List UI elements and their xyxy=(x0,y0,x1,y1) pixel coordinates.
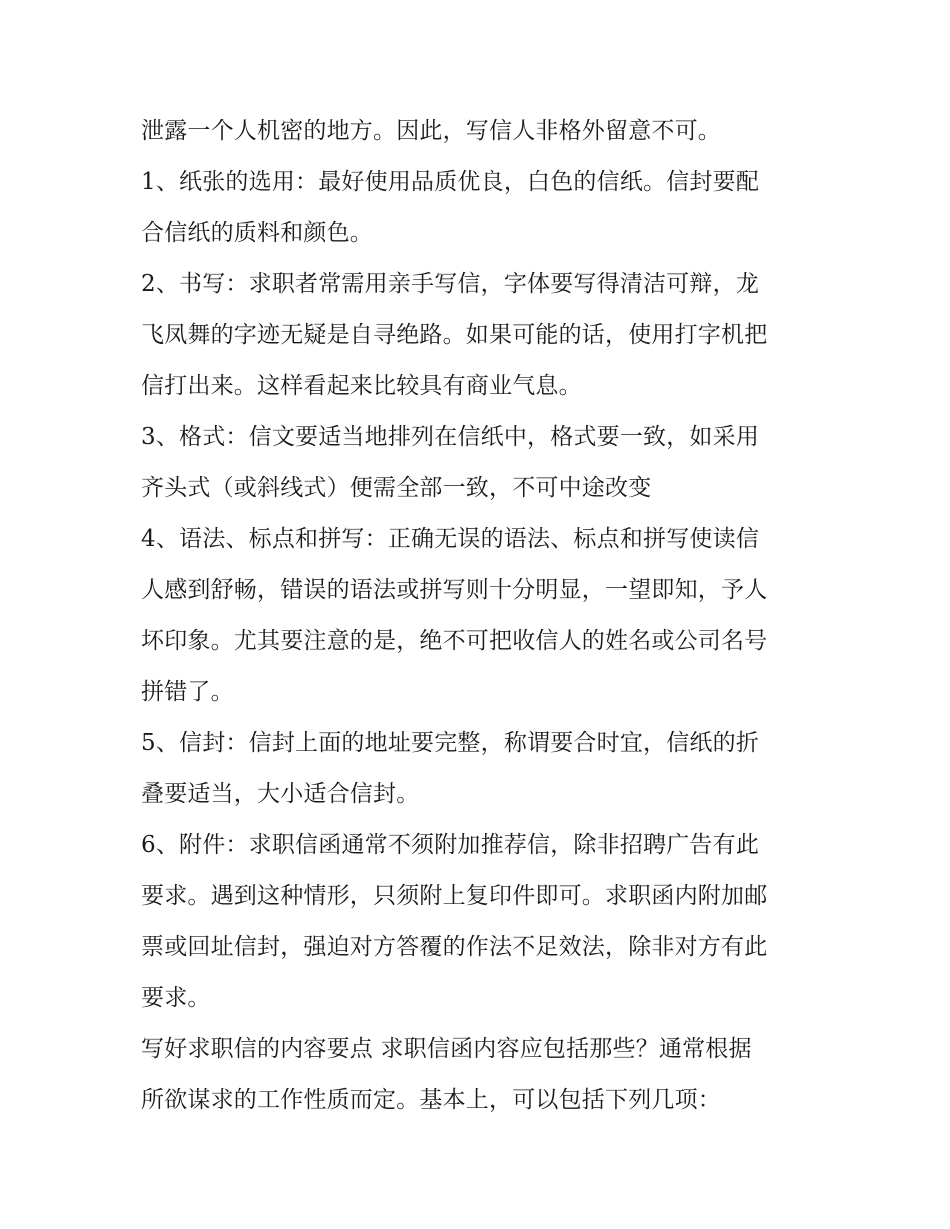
text-line: 人感到舒畅，错误的语法或拼写则十分明显，一望即知，予人 xyxy=(141,577,768,603)
text-line: 拼错了。 xyxy=(141,679,234,705)
text-line: 齐头式（或斜线式）便需全部一致，不可中途改变 xyxy=(141,475,652,501)
text-line: 1、纸张的选用：最好使用品质优良，白色的信纸。信封要配 xyxy=(141,169,760,195)
text-line: 飞凤舞的字迹无疑是自寻绝路。如果可能的话，使用打字机把 xyxy=(141,322,768,348)
text-line: 票或回址信封，强迫对方答覆的作法不足效法，除非对方有此 xyxy=(141,934,768,960)
text-line: 5、信封：信封上面的地址要完整，称谓要合时宜，信纸的折 xyxy=(141,730,760,756)
text-line: 4、语法、标点和拼写：正确无误的语法、标点和拼写使读信 xyxy=(141,526,760,552)
text-line: 6、附件：求职信函通常不须附加推荐信，除非招聘广告有此 xyxy=(141,832,760,858)
text-line: 要求。遇到这种情形，只须附上复印件即可。求职函内附加邮 xyxy=(141,883,768,909)
text-line: 叠要适当，大小适合信封。 xyxy=(141,781,420,807)
text-line: 合信纸的质料和颜色。 xyxy=(141,220,373,246)
text-line: 写好求职信的内容要点 求职信函内容应包括那些？通常根据 xyxy=(141,1036,752,1062)
text-line: 3、格式：信文要适当地排列在信纸中，格式要一致，如采用 xyxy=(141,424,760,450)
text-line: 要求。 xyxy=(141,985,211,1011)
text-line: 2、书写：求职者常需用亲手写信，字体要写得清洁可辩，龙 xyxy=(141,271,760,297)
document-body xyxy=(141,106,821,1126)
text-line: 泄露一个人机密的地方。因此，写信人非格外留意不可。 xyxy=(141,118,721,144)
text-line: 坏印象。尤其要注意的是，绝不可把收信人的姓名或公司名号 xyxy=(141,628,768,654)
text-line: 所欲谋求的工作性质而定。基本上，可以包括下列几项： xyxy=(141,1087,721,1113)
text-line: 信打出来。这样看起来比较具有商业气息。 xyxy=(141,373,582,399)
